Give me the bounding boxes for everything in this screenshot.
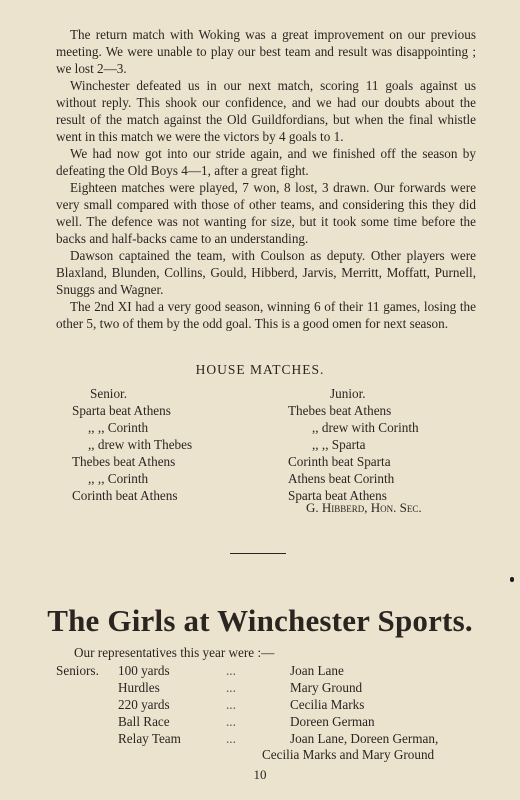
leader-dots: ...: [226, 663, 236, 678]
ink-speck: [510, 577, 514, 582]
junior-results: [288, 385, 419, 504]
event-name: Hurdles: [118, 680, 160, 695]
relay-continuation: Cecilia Marks and Mary Ground: [262, 747, 435, 762]
event-representatives: Joan Lane, Doreen German,: [290, 731, 439, 746]
senior-title: Senior.: [90, 386, 127, 401]
event-representatives: Cecilia Marks: [290, 697, 365, 712]
sports-intro: Our representatives this year were :—: [74, 645, 275, 660]
event-representatives: Joan Lane: [290, 663, 344, 678]
event-name: 100 yards: [118, 663, 170, 678]
junior-result: Sparta beat Athens: [288, 488, 387, 503]
junior-result: Thebes beat Athens: [288, 403, 392, 418]
senior-result: Thebes beat Athens: [72, 454, 176, 469]
page-number: 10: [253, 767, 267, 782]
junior-result: ,, drew with Corinth: [312, 420, 419, 435]
senior-result: ,, drew with Thebes: [88, 437, 193, 452]
junior-title: Junior.: [330, 386, 366, 401]
leader-dots: ...: [226, 680, 236, 695]
event-name: Relay Team: [118, 731, 181, 746]
secretary-signature: G. Hibberd, Hon. Sec.: [306, 500, 422, 515]
event-name: 220 yards: [118, 697, 170, 712]
event-name: Ball Race: [118, 714, 170, 729]
senior-result: Sparta beat Athens: [72, 403, 171, 418]
senior-result: Corinth beat Athens: [72, 488, 178, 503]
leader-dots: ...: [226, 731, 236, 746]
event-representatives: Doreen German: [290, 714, 375, 729]
paragraph-team-players: Dawson captained the team, with Coulson as deputy. Other players were Blaxland, Blunden, Collins, Gould, Hibberd, Jarvis, Merritt, Moffatt, Purnell, Snuggs and Wagner.: [56, 248, 476, 297]
senior-results: [72, 385, 192, 504]
house-matches-heading: HOUSE MATCHES.: [195, 362, 325, 377]
paragraph-woking: The return match with Woking was a great improvement on our previous meeting. We were unable to play our best team and result was disappointing ; we lost 2—3.: [56, 27, 476, 76]
junior-result: Athens beat Corinth: [288, 471, 395, 486]
leader-dots: ...: [226, 714, 236, 729]
event-representatives: Mary Ground: [290, 680, 363, 695]
section-divider: [230, 553, 286, 554]
paragraph-season-summary: Eighteen matches were played, 7 won, 8 lost, 3 drawn. Our forwards were very small compared with those of other teams, and considering this they did well. The defence was not wanting for size, but it took some time before the backs and half-backs came to an understanding.: [56, 180, 476, 246]
paragraph-old-boys: We had now got into our stride again, and we finished off the season by defeating the Old Boys 4—1, after a great fight.: [56, 146, 476, 178]
senior-result: ,, ,, Corinth: [88, 471, 149, 486]
junior-result: ,, ,, Sparta: [312, 437, 366, 452]
senior-result: ,, ,, Corinth: [88, 420, 149, 435]
leader-dots: ...: [226, 697, 236, 712]
sports-title: The Girls at Winchester Sports.: [47, 603, 473, 638]
paragraph-winchester: Winchester defeated us in our next match, scoring 11 goals against us without reply. This shook our confidence, and we had our doubts about the result of the match against the Old Guildfordians, but when the final whistle went in this match we were the victors by 4 goals to 1.: [56, 78, 476, 144]
paragraph-second-eleven: The 2nd XI had a very good season, winning 6 of their 11 games, losing the other 5, two of them by the odd goal. This is a good omen for next season.: [56, 299, 476, 331]
junior-result: Corinth beat Sparta: [288, 454, 391, 469]
seniors-label: Seniors.: [56, 663, 99, 678]
